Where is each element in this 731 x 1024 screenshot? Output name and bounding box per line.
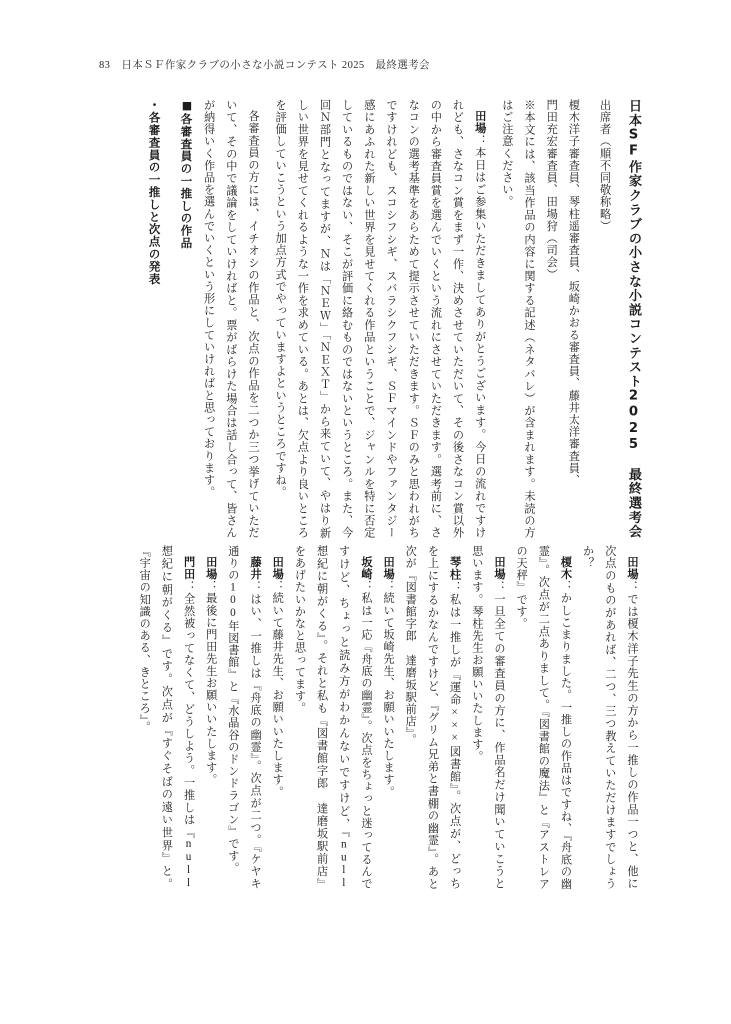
dialogue-text: ：では榎木洋子先生の方から一推しの作品一つと、他に次点のものがあれば、二つ、三つ教えていただけますでしょうか？ — [581, 545, 638, 890]
dialogue-text: ：かしこまりました。一推しの作品はですね、『舟底の幽霊』。次点が二点ありまして。『図書館の魔法』と『アストレアの天秤』です。 — [515, 545, 572, 891]
dialogue-text: ：続いて藤井先生、お願いいたします。 — [271, 580, 284, 799]
article-body-lower — [123, 545, 643, 890]
dialogue-text: ：一旦全ての審査員の方に、作品名だけ聞いていこうと思います。琴柱先生お願いいたします。 — [470, 545, 505, 890]
dialogue-text: ：続いて坂崎先生、お願いいたします。 — [382, 580, 395, 799]
dialogue-line — [466, 545, 510, 890]
dialogue-line — [197, 99, 264, 539]
speaker-name: 田場 — [204, 556, 217, 581]
speaker-name: 門田 — [182, 556, 195, 581]
speaker-name: 田場 — [626, 556, 638, 581]
dialogue-line — [399, 545, 466, 890]
dialogue-text: ：全然被ってなくて、どうしよう。一推しは『null 想紀に朝がくる』です。次点が『すぐそばの遠い世界』と。『宇宙の知識のある、きところ』。 — [138, 545, 195, 891]
dialogue-line — [269, 99, 491, 539]
dialogue-text: 各審査員の方には、イチオシの作品と、次点の作品を二つか三つ挙げていただいて、その中で議論をしていければと。票がばらけた場合は話し合って、皆さんが納得いく作品を選んでいくという形にしていければと思っております。 — [202, 99, 259, 539]
dialogue-line — [377, 545, 399, 890]
speaker-name: 田場 — [473, 110, 486, 135]
spoiler-notice: ※本文には、該当作品の内容に関する記述（ネタバレ）が含まれます。未読の方はご注意ください。 — [500, 99, 536, 539]
dialogue-line — [288, 545, 377, 890]
speaker-name: 琴柱 — [448, 556, 461, 582]
section-heading: ■ 各審査員の一推しの作品 — [175, 99, 198, 539]
subsection-heading: ・ 各審査員の一推しと次点の発表 — [143, 99, 166, 539]
article-title: 日本SF作家クラブの小さな小説コンテスト2025 最終選考会 — [626, 99, 641, 539]
speaker-name: 田場 — [271, 556, 284, 581]
dialogue-text: ：本日はご参集いただきましてありがとうございます。今日の流れですけれども、さなコン賞をまず一作、決めさせていただいて、その後さなコン賞以外の中から審査員賞を選んでいくという流れにさせていただきます。選考前に、さなコンの選考基準をあらためて提示させていただきます。ＳＦのみと思われがちですけれども、スコシフシギ、スバラシクフシギ、ＳＦマインドやファンタジー感にあふれた新しい世界を見せてくれる作品ということで、ジャンルを特に否定しているものではない、そこが評価に絡むものではないというところ。また、今回Ｎ部門となってますが、Ｎは「ＮＥＷ」「ＮＥＸＴ」から来ていて、やはり新しい世界を見せてくれるような一作を求めている。あとは、欠点より良いところを評価していこうという加点方式でやっていますよというところですね。 — [274, 99, 486, 539]
dialogue-line — [222, 545, 266, 890]
speaker-name: 榎木 — [559, 556, 572, 581]
dialogue-text: ：私は一応『舟底の幽霊』。次点をちょっと迷ってるんですけど、ちょっと読み方がわかんないですけど、『null 想紀に朝がくる』。それと私も『図書館字郎 達磨坂駅前店』をあげたいかなと思ってます。 — [293, 545, 372, 891]
speaker-name: 坂崎 — [359, 556, 372, 581]
running-head — [99, 57, 632, 75]
speaker-name: 田場 — [492, 556, 505, 581]
dialogue-text: ：私は一推しが『運命×××図書館』。次点が、どっちを上にするかなんですけど、『グリム兄弟と書棚の幽霊』。あと次が『図書館字郎 達磨坂駅前店』。 — [404, 545, 461, 890]
attendees-label: 出席者（順不同敬称略） — [598, 99, 611, 233]
attendees-line-1: 榎木洋子審査員、琴柱遥審査員、坂崎かおる審査員、藤井太洋審査員、 — [567, 99, 580, 487]
dialogue-text: ：最後に門田先生お願いいたします。 — [204, 580, 217, 787]
dialogue-line — [133, 545, 200, 890]
dialogue-line — [510, 545, 577, 890]
dialogue-line — [266, 545, 288, 890]
speaker-name: 藤井 — [249, 556, 262, 581]
dialogue-line — [200, 545, 222, 890]
page-folio: 83 — [99, 60, 111, 71]
dialogue-line — [576, 545, 643, 890]
article-body-upper — [123, 99, 643, 539]
speaker-name: 田場 — [382, 556, 395, 581]
attendees-line-2: 門田充宏審査員、田場狩（司会） — [545, 99, 558, 281]
running-head-title: 日本ＳＦ作家クラブの小さな小説コンテスト 2025 最終選考会 — [121, 60, 430, 71]
dialogue-text: ：はい、一推しは『舟底の幽霊』。次点が二つ。『ケヤキ通りの100年図書館』と『水晶谷のドンドラゴン』です。 — [226, 545, 262, 891]
